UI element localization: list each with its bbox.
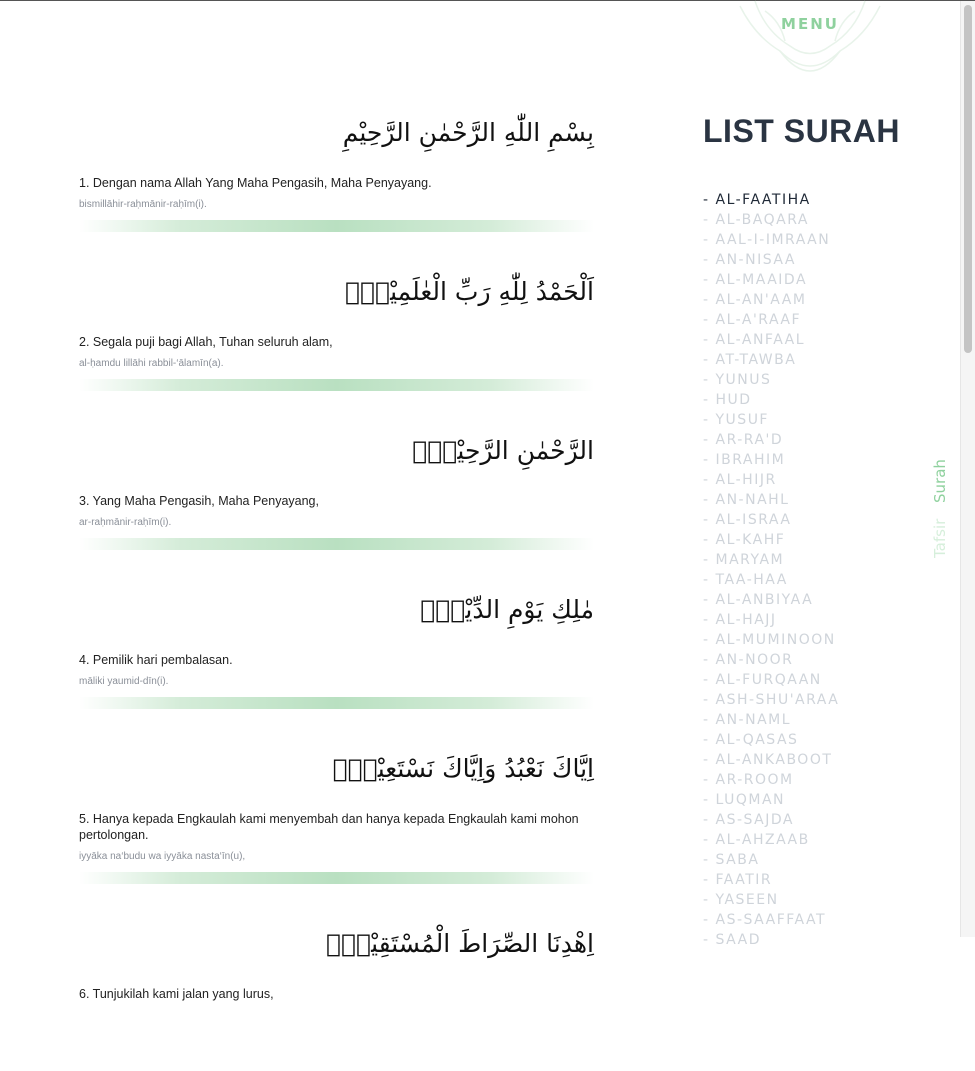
verse-divider — [79, 872, 594, 884]
verse-list — [79, 101, 594, 1071]
verse-translation: 1. Dengan nama Allah Yang Maha Pengasih, Maha Penyayang. — [79, 176, 432, 190]
verse-3 — [79, 431, 594, 578]
scrollbar-thumb[interactable] — [964, 5, 972, 353]
verse-translation: 4. Pemilik hari pembalasan. — [79, 653, 233, 667]
surah-item[interactable]: - LUQMAN — [703, 792, 785, 808]
verse-arabic: مٰلِكِ يَوْمِ الدِّيْنِۗ — [420, 595, 594, 624]
verse-4 — [79, 590, 594, 737]
verse-divider — [79, 379, 594, 391]
verse-transliteration: bismillāhir-raḥmānir-raḥīm(i). — [79, 199, 207, 210]
verse-arabic: الرَّحْمٰنِ الرَّحِيْمِۙ — [412, 436, 594, 465]
surah-item[interactable]: - MARYAM — [703, 552, 785, 568]
surah-item[interactable]: - AR-RA'D — [703, 432, 784, 448]
surah-item[interactable]: - AL-ANBIYAA — [703, 592, 814, 608]
verse-translation: 2. Segala puji bagi Allah, Tuhan seluruh alam, — [79, 335, 333, 349]
surah-item[interactable]: - IBRAHIM — [703, 452, 786, 468]
verse-transliteration: al-ḥamdu lillāhi rabbil-‘ālamīn(a). — [79, 358, 224, 369]
verse-transliteration: iyyāka na‘budu wa iyyāka nasta‘īn(u), — [79, 851, 246, 862]
verse-transliteration: ar-raḥmānir-raḥīm(i). — [79, 517, 172, 528]
surah-item[interactable]: - AR-ROOM — [703, 772, 794, 788]
surah-item[interactable]: - AS-SAJDA — [703, 812, 794, 828]
surah-item[interactable]: - AS-SAAFFAAT — [703, 912, 827, 928]
scrollbar[interactable] — [960, 1, 975, 937]
surah-item[interactable]: - AL-FAATIHA — [703, 192, 811, 208]
surah-item[interactable]: - YUSUF — [703, 412, 769, 428]
surah-item[interactable]: - AL-FURQAAN — [703, 672, 822, 688]
menu-ornament-icon — [735, 0, 885, 76]
verse-divider — [79, 697, 594, 709]
verse-divider — [79, 538, 594, 550]
surah-item[interactable]: - HUD — [703, 392, 752, 408]
surah-item[interactable]: - SABA — [703, 852, 760, 868]
surah-item[interactable]: - AL-QASAS — [703, 732, 799, 748]
surah-item[interactable]: - AN-NAML — [703, 712, 792, 728]
menu-button[interactable] — [735, 1, 885, 73]
surah-item[interactable]: - AL-KAHF — [703, 532, 786, 548]
surah-item[interactable]: - ASH-SHU'ARAA — [703, 692, 840, 708]
verse-transliteration: māliki yaumid-dīn(i). — [79, 676, 169, 687]
verse-6 — [79, 924, 594, 1071]
surah-item[interactable]: - AL-A'RAAF — [703, 312, 802, 328]
tab-surah[interactable]: Surah — [931, 459, 949, 503]
surah-item[interactable]: - YUNUS — [703, 372, 772, 388]
surah-item[interactable]: - TAA-HAA — [703, 572, 788, 588]
surah-item[interactable]: - AAL-I-IMRAAN — [703, 232, 831, 248]
surah-item[interactable]: - AL-AHZAAB — [703, 832, 810, 848]
surah-item[interactable]: - AL-HIJR — [703, 472, 777, 488]
surah-item[interactable]: - AL-BAQARA — [703, 212, 809, 228]
side-tabs — [927, 461, 951, 561]
surah-item[interactable]: - AN-NOOR — [703, 652, 794, 668]
verse-5 — [79, 749, 594, 912]
verse-2 — [79, 272, 594, 419]
surah-item[interactable]: - AL-MUMINOON — [703, 632, 836, 648]
verse-arabic: اِيَّاكَ نَعْبُدُ وَاِيَّاكَ نَسْتَعِيْنُۗ — [332, 754, 594, 783]
tab-tafsir[interactable]: Tafsir — [931, 518, 949, 558]
verse-arabic: اَلْحَمْدُ لِلّٰهِ رَبِّ الْعٰلَمِيْنَۙ — [345, 277, 594, 306]
verse-divider — [79, 220, 594, 232]
surah-item[interactable]: - AL-ANKABOOT — [703, 752, 833, 768]
surah-item[interactable]: - AN-NAHL — [703, 492, 790, 508]
surah-item[interactable]: - AL-MAAIDA — [703, 272, 808, 288]
surah-item[interactable]: - AN-NISAA — [703, 252, 796, 268]
verse-translation: 6. Tunjukilah kami jalan yang lurus, — [79, 987, 274, 1001]
verse-translation: 5. Hanya kepada Engkaulah kami menyembah dan hanya kepada Engkaulah kami mohon pertolongan. — [79, 812, 579, 842]
surah-item[interactable]: - FAATIR — [703, 872, 773, 888]
verse-arabic: اِهْدِنَا الصِّرَاطَ الْمُسْتَقِيْمَۙ — [326, 929, 594, 958]
surah-item[interactable]: - AL-ISRAA — [703, 512, 792, 528]
surah-list — [703, 190, 839, 950]
surah-list-title: LIST SURAH — [703, 113, 900, 149]
verse-1 — [79, 113, 594, 260]
surah-item[interactable]: - AL-ANFAAL — [703, 332, 806, 348]
surah-item[interactable]: - YASEEN — [703, 892, 779, 908]
surah-item[interactable]: - AL-AN'AAM — [703, 292, 807, 308]
menu-label: MENU — [781, 15, 839, 33]
verse-arabic: بِسْمِ اللّٰهِ الرَّحْمٰنِ الرَّحِيْمِ — [342, 118, 594, 147]
surah-item[interactable]: - SAAD — [703, 932, 761, 948]
surah-item[interactable]: - AT-TAWBA — [703, 352, 797, 368]
surah-item[interactable]: - AL-HAJJ — [703, 612, 777, 628]
verse-translation: 3. Yang Maha Pengasih, Maha Penyayang, — [79, 494, 319, 508]
